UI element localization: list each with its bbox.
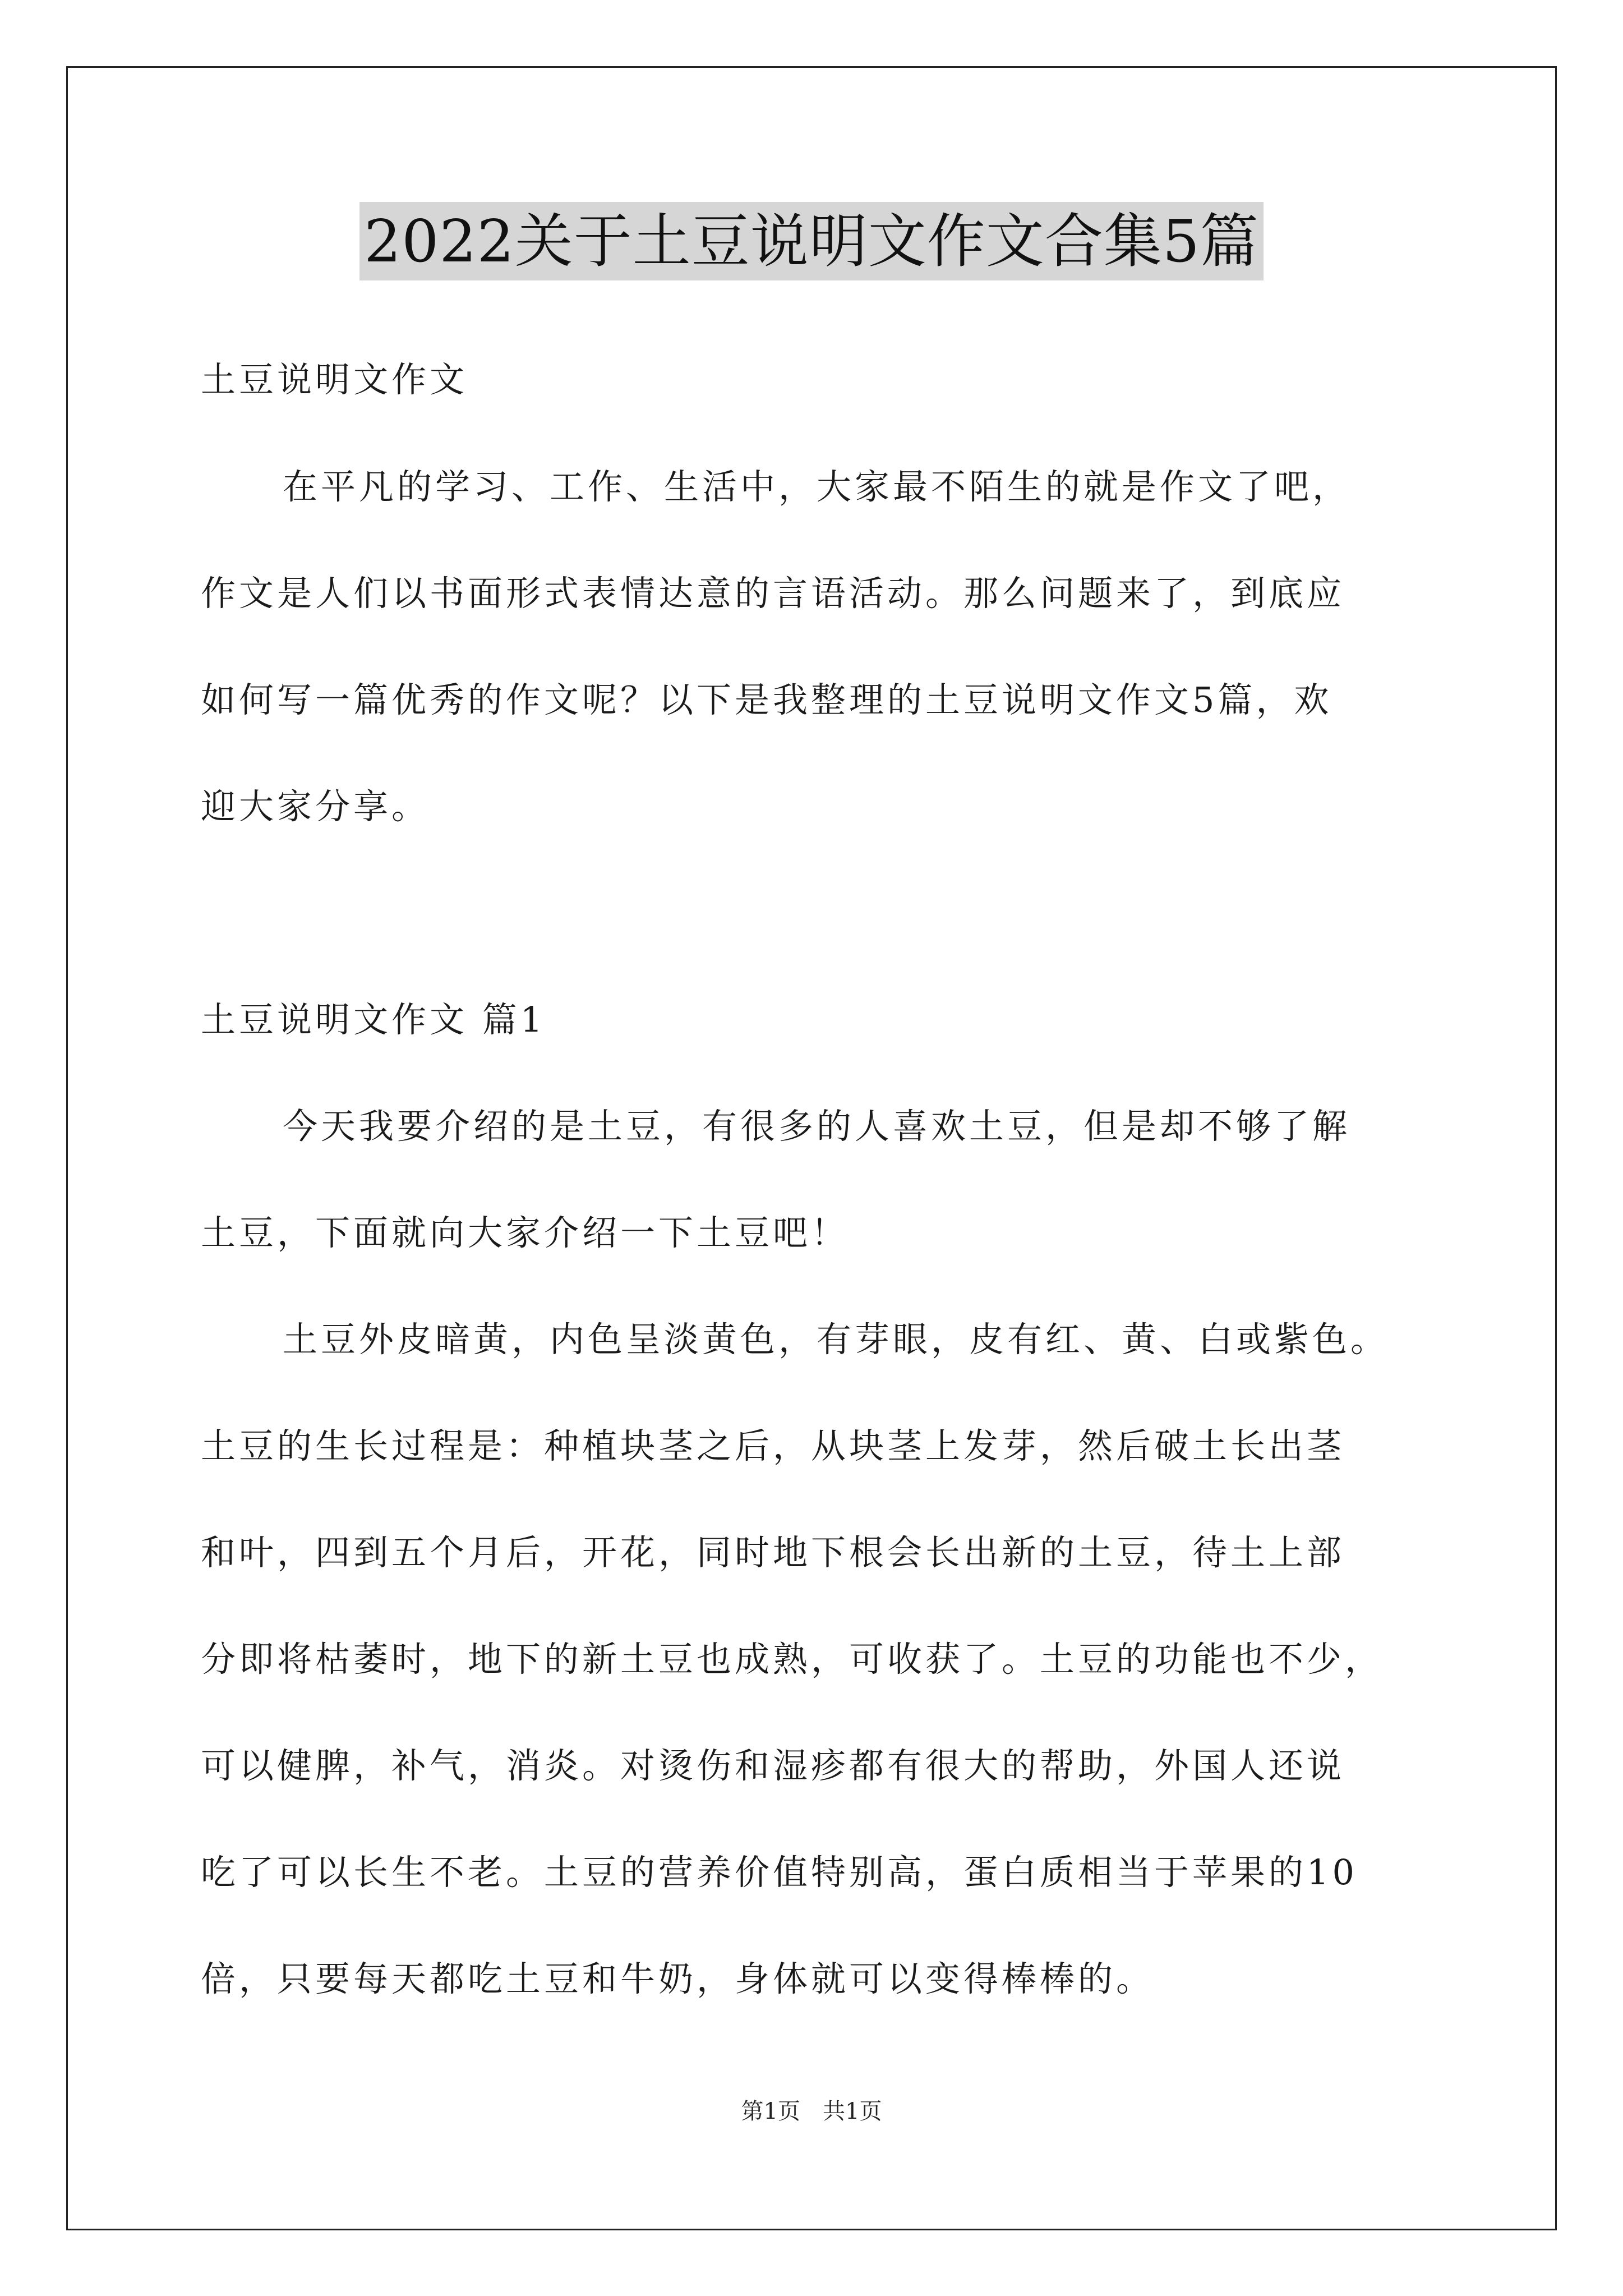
para2-line-3: 和叶，四到五个月后，开花，同时地下根会长出新的土豆，待土上部 — [201, 1532, 1345, 1573]
para2-line-5: 可以健脾，补气，消炎。对烫伤和湿疹都有很大的帮助，外国人还说 — [201, 1745, 1345, 1786]
para2-line-1: 土豆外皮暗黄，内色呈淡黄色，有芽眼，皮有红、黄、白或紫色。 — [283, 1319, 1389, 1360]
para2-line-4: 分即将枯萎时，地下的新土豆也成熟，可收获了。土豆的功能也不少， — [201, 1639, 1384, 1680]
intro-heading: 土豆说明文作文 — [201, 359, 468, 400]
section1-heading: 土豆说明文作文 篇1 — [201, 999, 546, 1040]
para2-line-6: 吃了可以长生不老。土豆的营养价值特别高，蛋白质相当于苹果的10 — [201, 1852, 1358, 1893]
intro-line-3: 如何写一篇优秀的作文呢？以下是我整理的土豆说明文作文5篇，欢 — [201, 679, 1332, 720]
page-footer: 第1页 共1页 — [741, 2099, 882, 2124]
intro-line-1: 在平凡的学习、工作、生活中，大家最不陌生的就是作文了吧， — [283, 466, 1351, 507]
intro-line-2: 作文是人们以书面形式表情达意的言语活动。那么问题来了，到底应 — [201, 573, 1345, 614]
document-title: 2022关于土豆说明文作文合集5篇 — [359, 202, 1264, 280]
intro-line-4: 迎大家分享。 — [201, 786, 430, 827]
para1-line-1: 今天我要介绍的是土豆，有很多的人喜欢土豆，但是却不够了解 — [283, 1106, 1351, 1147]
title-container — [0, 202, 1623, 280]
para2-line-7: 倍，只要每天都吃土豆和牛奶，身体就可以变得棒棒的。 — [201, 1958, 1155, 1999]
para2-line-2: 土豆的生长过程是：种植块茎之后，从块茎上发芽，然后破土长出茎 — [201, 1425, 1345, 1466]
para1-line-2: 土豆，下面就向大家介绍一下土豆吧！ — [201, 1212, 850, 1253]
